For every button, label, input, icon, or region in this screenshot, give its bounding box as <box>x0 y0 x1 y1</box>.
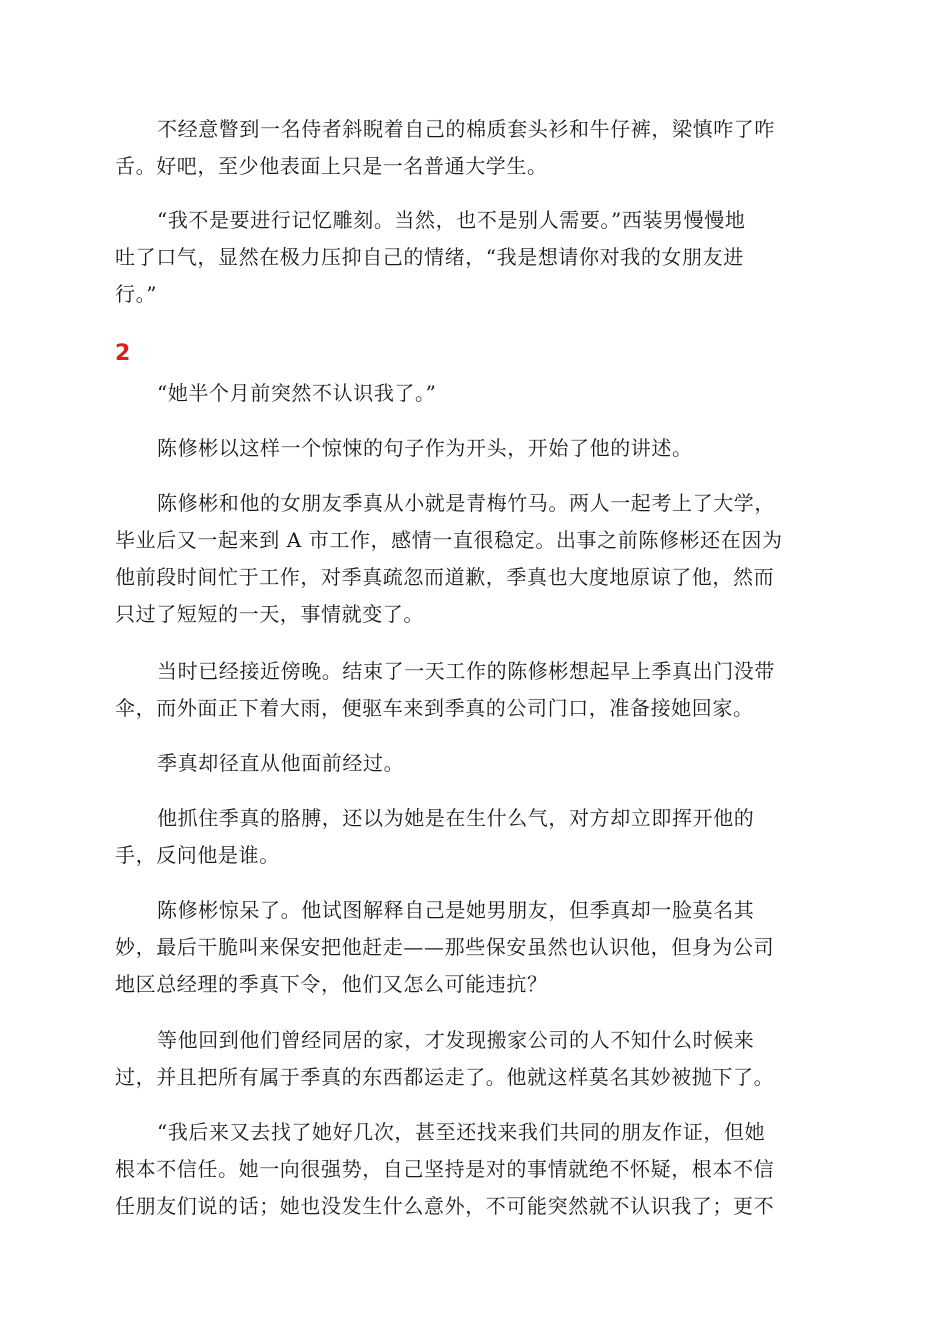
paragraph <box>115 375 835 412</box>
section-heading: 2 <box>115 341 131 366</box>
paragraph-line: 行。” <box>115 282 158 306</box>
paragraph-line: 妙，最后干脆叫来保安把他赶走——那些保安虽然也认识他，但身为公司 <box>115 935 775 959</box>
paragraph-line: 毕业后又一起来到 A 市工作，感情一直很稳定。出事之前陈修彬还在因为 <box>115 528 783 552</box>
paragraph-line: 吐了口气，显然在极力压抑自己的情绪，“我是想请你对我的女朋友进 <box>115 245 744 269</box>
paragraph-line: 伞，而外面正下着大雨，便驱车来到季真的公司门口，准备接她回家。 <box>115 696 754 720</box>
paragraph-line: 地区总经理的季真下令，他们又怎么可能违抗？ <box>115 972 548 996</box>
paragraph-line: 不经意瞥到一名侍者斜睨着自己的棉质套头衫和牛仔裤，梁慎咋了咋 <box>157 117 775 141</box>
paragraph <box>115 800 835 874</box>
paragraph-line: “我后来又去找了她好几次，甚至还找来我们共同的朋友作证，但她 <box>157 1120 766 1144</box>
paragraph-line: 他抓住季真的胳膊，还以为她是在生什么气，对方却立即挥开他的 <box>157 806 755 830</box>
paragraph <box>115 202 835 313</box>
paragraph <box>115 485 835 633</box>
paragraph <box>115 892 835 1003</box>
paragraph-line: 等他回到他们曾经同居的家，才发现搬家公司的人不知什么时候来 <box>157 1028 755 1052</box>
paragraph-line: 只过了短短的一天，事情就变了。 <box>115 602 424 626</box>
paragraph <box>115 745 835 782</box>
paragraph-line: 陈修彬和他的女朋友季真从小就是青梅竹马。两人一起考上了大学， <box>157 491 775 515</box>
paragraph-line: 舌。好吧，至少他表面上只是一名普通大学生。 <box>115 154 548 178</box>
paragraph-line: 陈修彬惊呆了。他试图解释自己是她男朋友，但季真却一脸莫名其 <box>157 898 755 922</box>
paragraph-line: “我不是要进行记忆雕刻。当然，也不是别人需要。”西装男慢慢地 <box>157 208 746 232</box>
paragraph-line: 陈修彬以这样一个惊悚的句子作为开头，开始了他的讲述。 <box>157 436 693 460</box>
paragraph <box>115 653 835 727</box>
paragraph-line: 当时已经接近傍晚。结束了一天工作的陈修彬想起早上季真出门没带 <box>157 659 775 683</box>
paragraph <box>115 430 835 467</box>
paragraph <box>115 111 835 185</box>
paragraph-line: 过，并且把所有属于季真的东西都运走了。他就这样莫名其妙被抛下了。 <box>115 1065 775 1089</box>
paragraph-line: 任朋友们说的话；她也没发生什么意外，不可能突然就不认识我了；更不 <box>115 1194 775 1218</box>
paragraph-line: 手，反问他是谁。 <box>115 843 280 867</box>
paragraph-line: 他前段时间忙于工作，对季真疏忽而道歉，季真也大度地原谅了他，然而 <box>115 565 775 589</box>
paragraph-line: “她半个月前突然不认识我了。” <box>157 381 437 405</box>
paragraph-line: 根本不信任。她一向很强势，自己坚持是对的事情就绝不怀疑，根本不信 <box>115 1157 775 1181</box>
paragraph <box>115 1022 835 1096</box>
paragraph-line: 季真却径直从他面前经过。 <box>157 751 405 775</box>
paragraph <box>115 1114 835 1225</box>
